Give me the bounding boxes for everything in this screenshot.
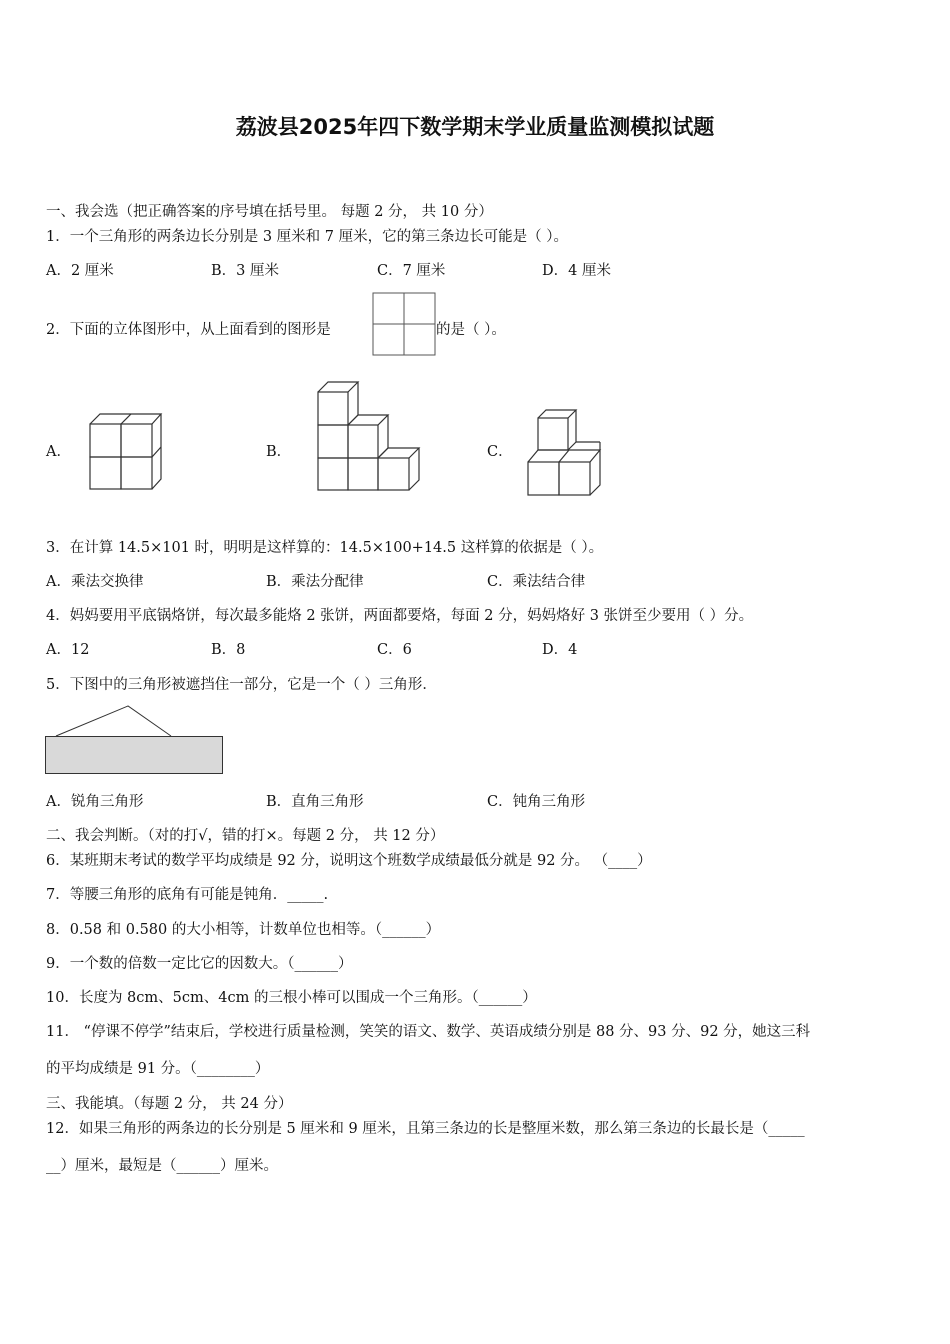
page-title: 荔波县2025年四下数学期末学业质量监测模拟试题	[235, 115, 715, 139]
section-2-heading: 二、我会判断。（对的打√，错的打×。每题 2 分， 共 12 分）	[46, 828, 445, 844]
q3-option-a[interactable]: A．乘法交换律	[46, 574, 144, 590]
question-12-line-1: 12．如果三角形的两条边的长分别是 5 厘米和 9 厘米，且第三条边的长是整厘米数，那么第三条边的长最长是（_____	[46, 1121, 805, 1137]
question-7: 7．等腰三角形的底角有可能是钝角．_____.	[46, 887, 329, 903]
section-3-heading: 三、我能填。（每题 2 分， 共 24 分）	[46, 1096, 293, 1112]
top-view-figure	[372, 292, 436, 356]
q4-option-a[interactable]: A．12	[46, 642, 90, 658]
question-5: 5．下图中的三角形被遮挡住一部分，它是一个（ ）三角形．	[46, 677, 437, 693]
question-3: 3．在计算 14.5×101 时，明明是这样算的：14.5×100+14.5 这样算的依据是（ ）。	[46, 540, 604, 556]
q3-option-b[interactable]: B．乘法分配律	[266, 574, 364, 590]
q2-option-a[interactable]: A．	[46, 444, 71, 460]
q1-option-d[interactable]: D．4 厘米	[542, 263, 611, 279]
cube-figure-c	[526, 406, 612, 498]
question-2-before: 2．下面的立体图形中，从上面看到的图形是	[46, 322, 331, 338]
q5-option-a[interactable]: A．锐角三角形	[46, 794, 144, 810]
question-8: 8．0.58 和 0.580 的大小相等，计数单位也相等。（______）	[46, 922, 441, 938]
q1-option-c[interactable]: C．7 厘米	[377, 263, 446, 279]
question-12-line-2: __）厘米，最短是（______）厘米。	[46, 1158, 278, 1174]
q2-option-c[interactable]: C．	[487, 444, 513, 460]
q5-option-c[interactable]: C．钝角三角形	[487, 794, 586, 810]
hidden-triangle-figure	[44, 704, 226, 776]
q2-option-b[interactable]: B．	[266, 444, 292, 460]
question-1: 1．一个三角形的两条边长分别是 3 厘米和 7 厘米，它的第三条边长可能是（ ）。	[46, 229, 568, 245]
q1-option-a[interactable]: A．2 厘米	[46, 263, 114, 279]
question-10: 10．长度为 8cm、5cm、4cm 的三根小棒可以围成一个三角形。（______）	[46, 990, 537, 1006]
question-11-line-2: 的平均成绩是 91 分。（________）	[46, 1061, 270, 1077]
question-2-after: 的是（ ）。	[436, 322, 506, 338]
q4-option-c[interactable]: C．6	[377, 642, 412, 658]
q5-option-b[interactable]: B．直角三角形	[266, 794, 364, 810]
q4-option-b[interactable]: B．8	[211, 642, 246, 658]
cube-figure-a	[88, 412, 164, 492]
q1-option-b[interactable]: B．3 厘米	[211, 263, 279, 279]
question-6: 6．某班期末考试的数学平均成绩是 92 分，说明这个班数学成绩最低分就是 92 分。 （____）	[46, 853, 652, 869]
q4-option-d[interactable]: D．4	[542, 642, 578, 658]
question-9: 9．一个数的倍数一定比它的因数大。（______）	[46, 956, 353, 972]
q3-option-c[interactable]: C．乘法结合律	[487, 574, 586, 590]
section-1-heading: 一、我会选（把正确答案的序号填在括号里。 每题 2 分， 共 10 分）	[46, 204, 493, 220]
question-11-line-1: 11． “停课不停学”结束后，学校进行质量检测，笑笑的语文、数学、英语成绩分别是 88 分、93 分、92 分，她这三科	[46, 1024, 811, 1040]
question-4: 4．妈妈要用平底锅烙饼，每次最多能烙 2 张饼，两面都要烙，每面 2 分，妈妈烙好 3 张饼至少要用（ ）分。	[46, 608, 754, 624]
cube-figure-b	[316, 380, 422, 494]
